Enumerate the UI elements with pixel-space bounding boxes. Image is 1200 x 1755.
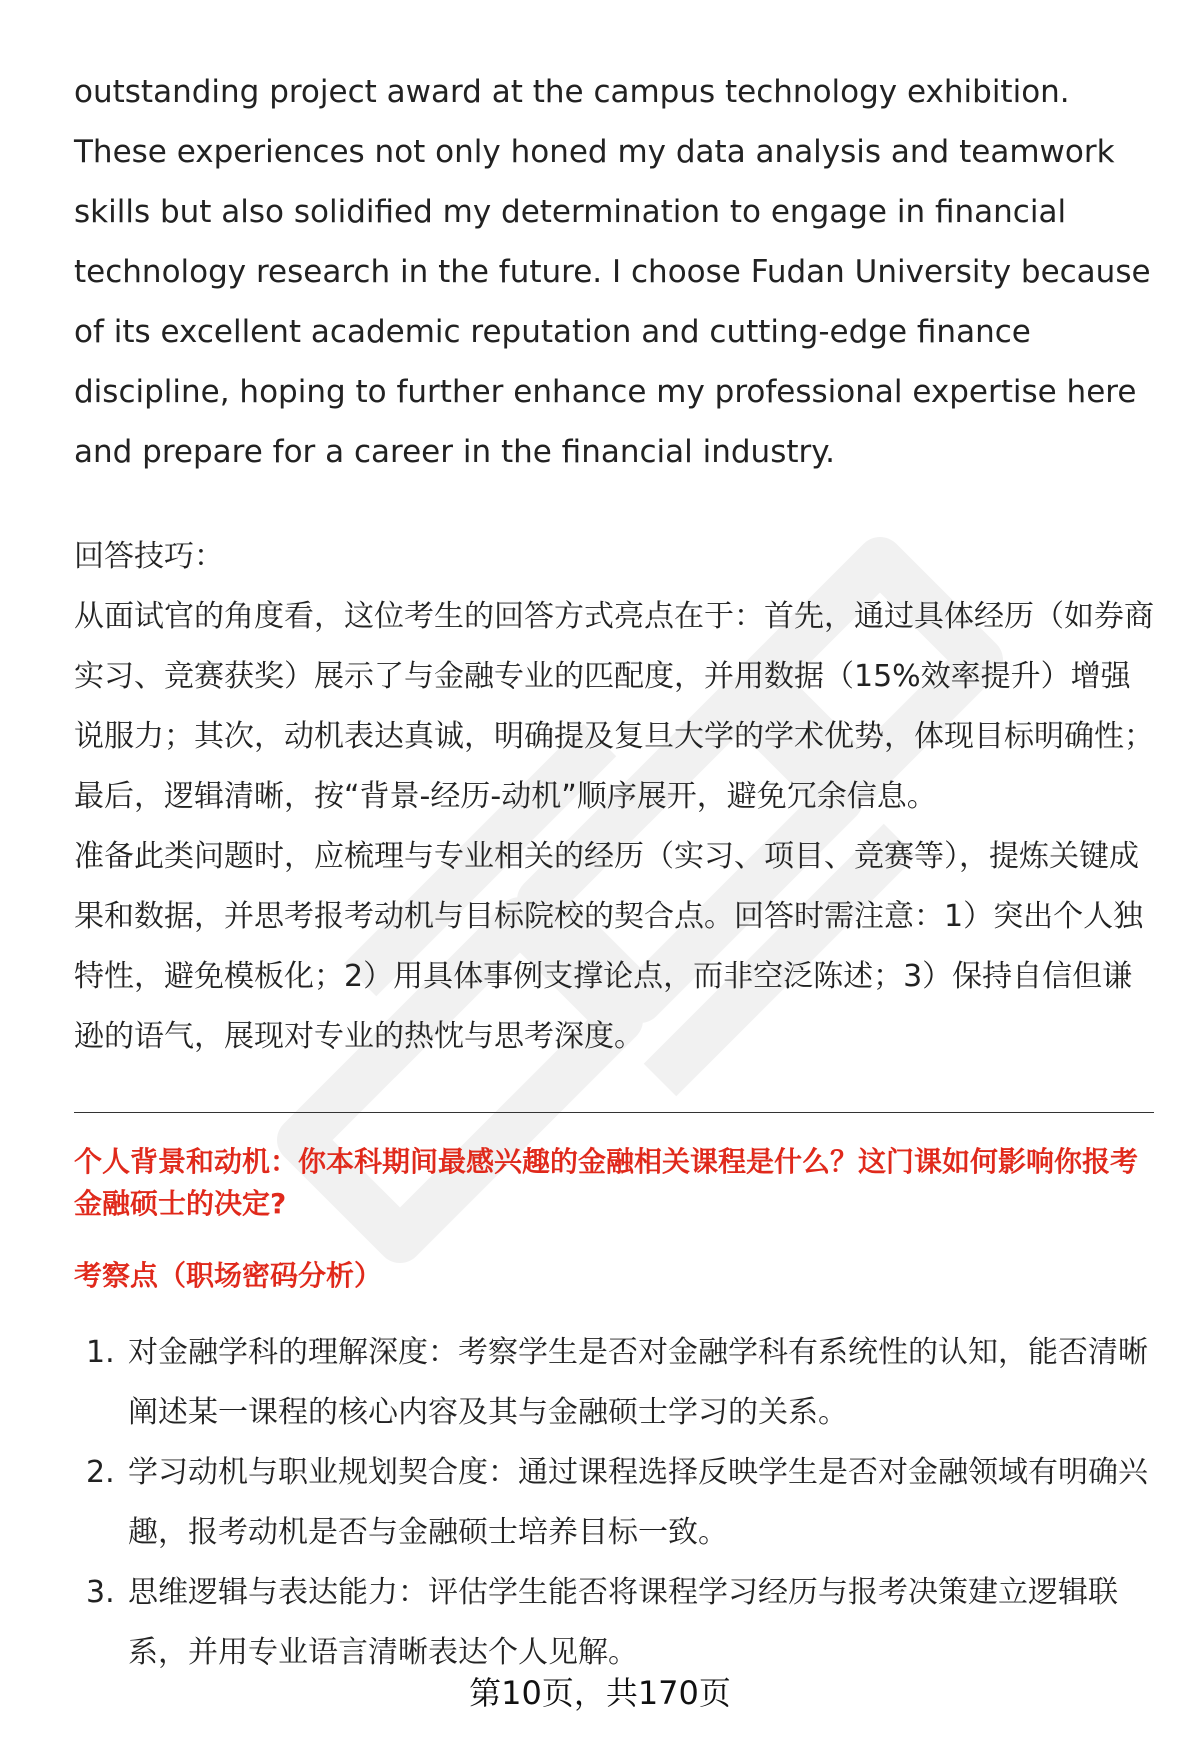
assessment-heading: 考察点（职场密码分析） [74,1259,383,1292]
list-item-text: 对金融学科的理解深度：考察学生是否对金融学科有系统性的认知，能否清晰阐述某一课程的核心内容及其与金融硕士学习的关系。 [128,1335,1148,1430]
list-item [74,1443,1154,1563]
list-item-text: 学习动机与职业规划契合度：通过课程选择反映学生是否对金融领域有明确兴趣，报考动机是否与金融硕士培养目标一致。 [128,1455,1148,1550]
tips-label: 回答技巧： [74,539,224,574]
answer-english-paragraph: outstanding project award at the campus technology exhibition. These experiences not only honed my data analysis and teamwork skills but also solidified my determination to engage in financial technology research in the future. I choose Fudan University because of its excellent academic reputation and cutting-edge finance discipline, hoping to further enhance my professional expertise here and prepare for a career in the financial industry. [74,74,1151,470]
tips-paragraph: 准备此类问题时，应梳理与专业相关的经历（实习、项目、竞赛等），提炼关键成果和数据，并思考报考动机与目标院校的契合点。回答时需注意：1）突出个人独特性，避免模板化；2）用具体事例支撑论点，而非空泛陈述；3）保持自信但谦逊的语气，展现对专业的热忱与思考深度。 [74,839,1144,1054]
content-area [74,62,1154,1683]
question-heading: 个人背景和动机：你本科期间最感兴趣的金融相关课程是什么？这门课如何影响你报考金融硕士的决定? [74,1145,1139,1220]
list-item [74,1323,1154,1443]
list-item-text: 思维逻辑与表达能力：评估学生能否将课程学习经历与报考决策建立逻辑联系，并用专业语言清晰表达个人见解。 [128,1575,1118,1670]
list-item-number: 1. [86,1335,115,1370]
page-footer: 第10页，共170页 [469,1674,731,1712]
list-item [74,1563,1154,1683]
assessment-list [74,1323,1154,1683]
tips-paragraph: 从面试官的角度看，这位考生的回答方式亮点在于：首先，通过具体经历（如券商实习、竞赛获奖）展示了与金融专业的匹配度，并用数据（15%效率提升）增强说服力；其次，动机表达真诚，明确提及复旦大学的学术优势，体现目标明确性；最后，逻辑清晰，按“背景-经历-动机”顺序展开，避免冗余信息。 [74,599,1154,814]
list-item-number: 2. [86,1455,115,1490]
section-divider [74,1112,1154,1113]
list-item-number: 3. [86,1575,115,1610]
